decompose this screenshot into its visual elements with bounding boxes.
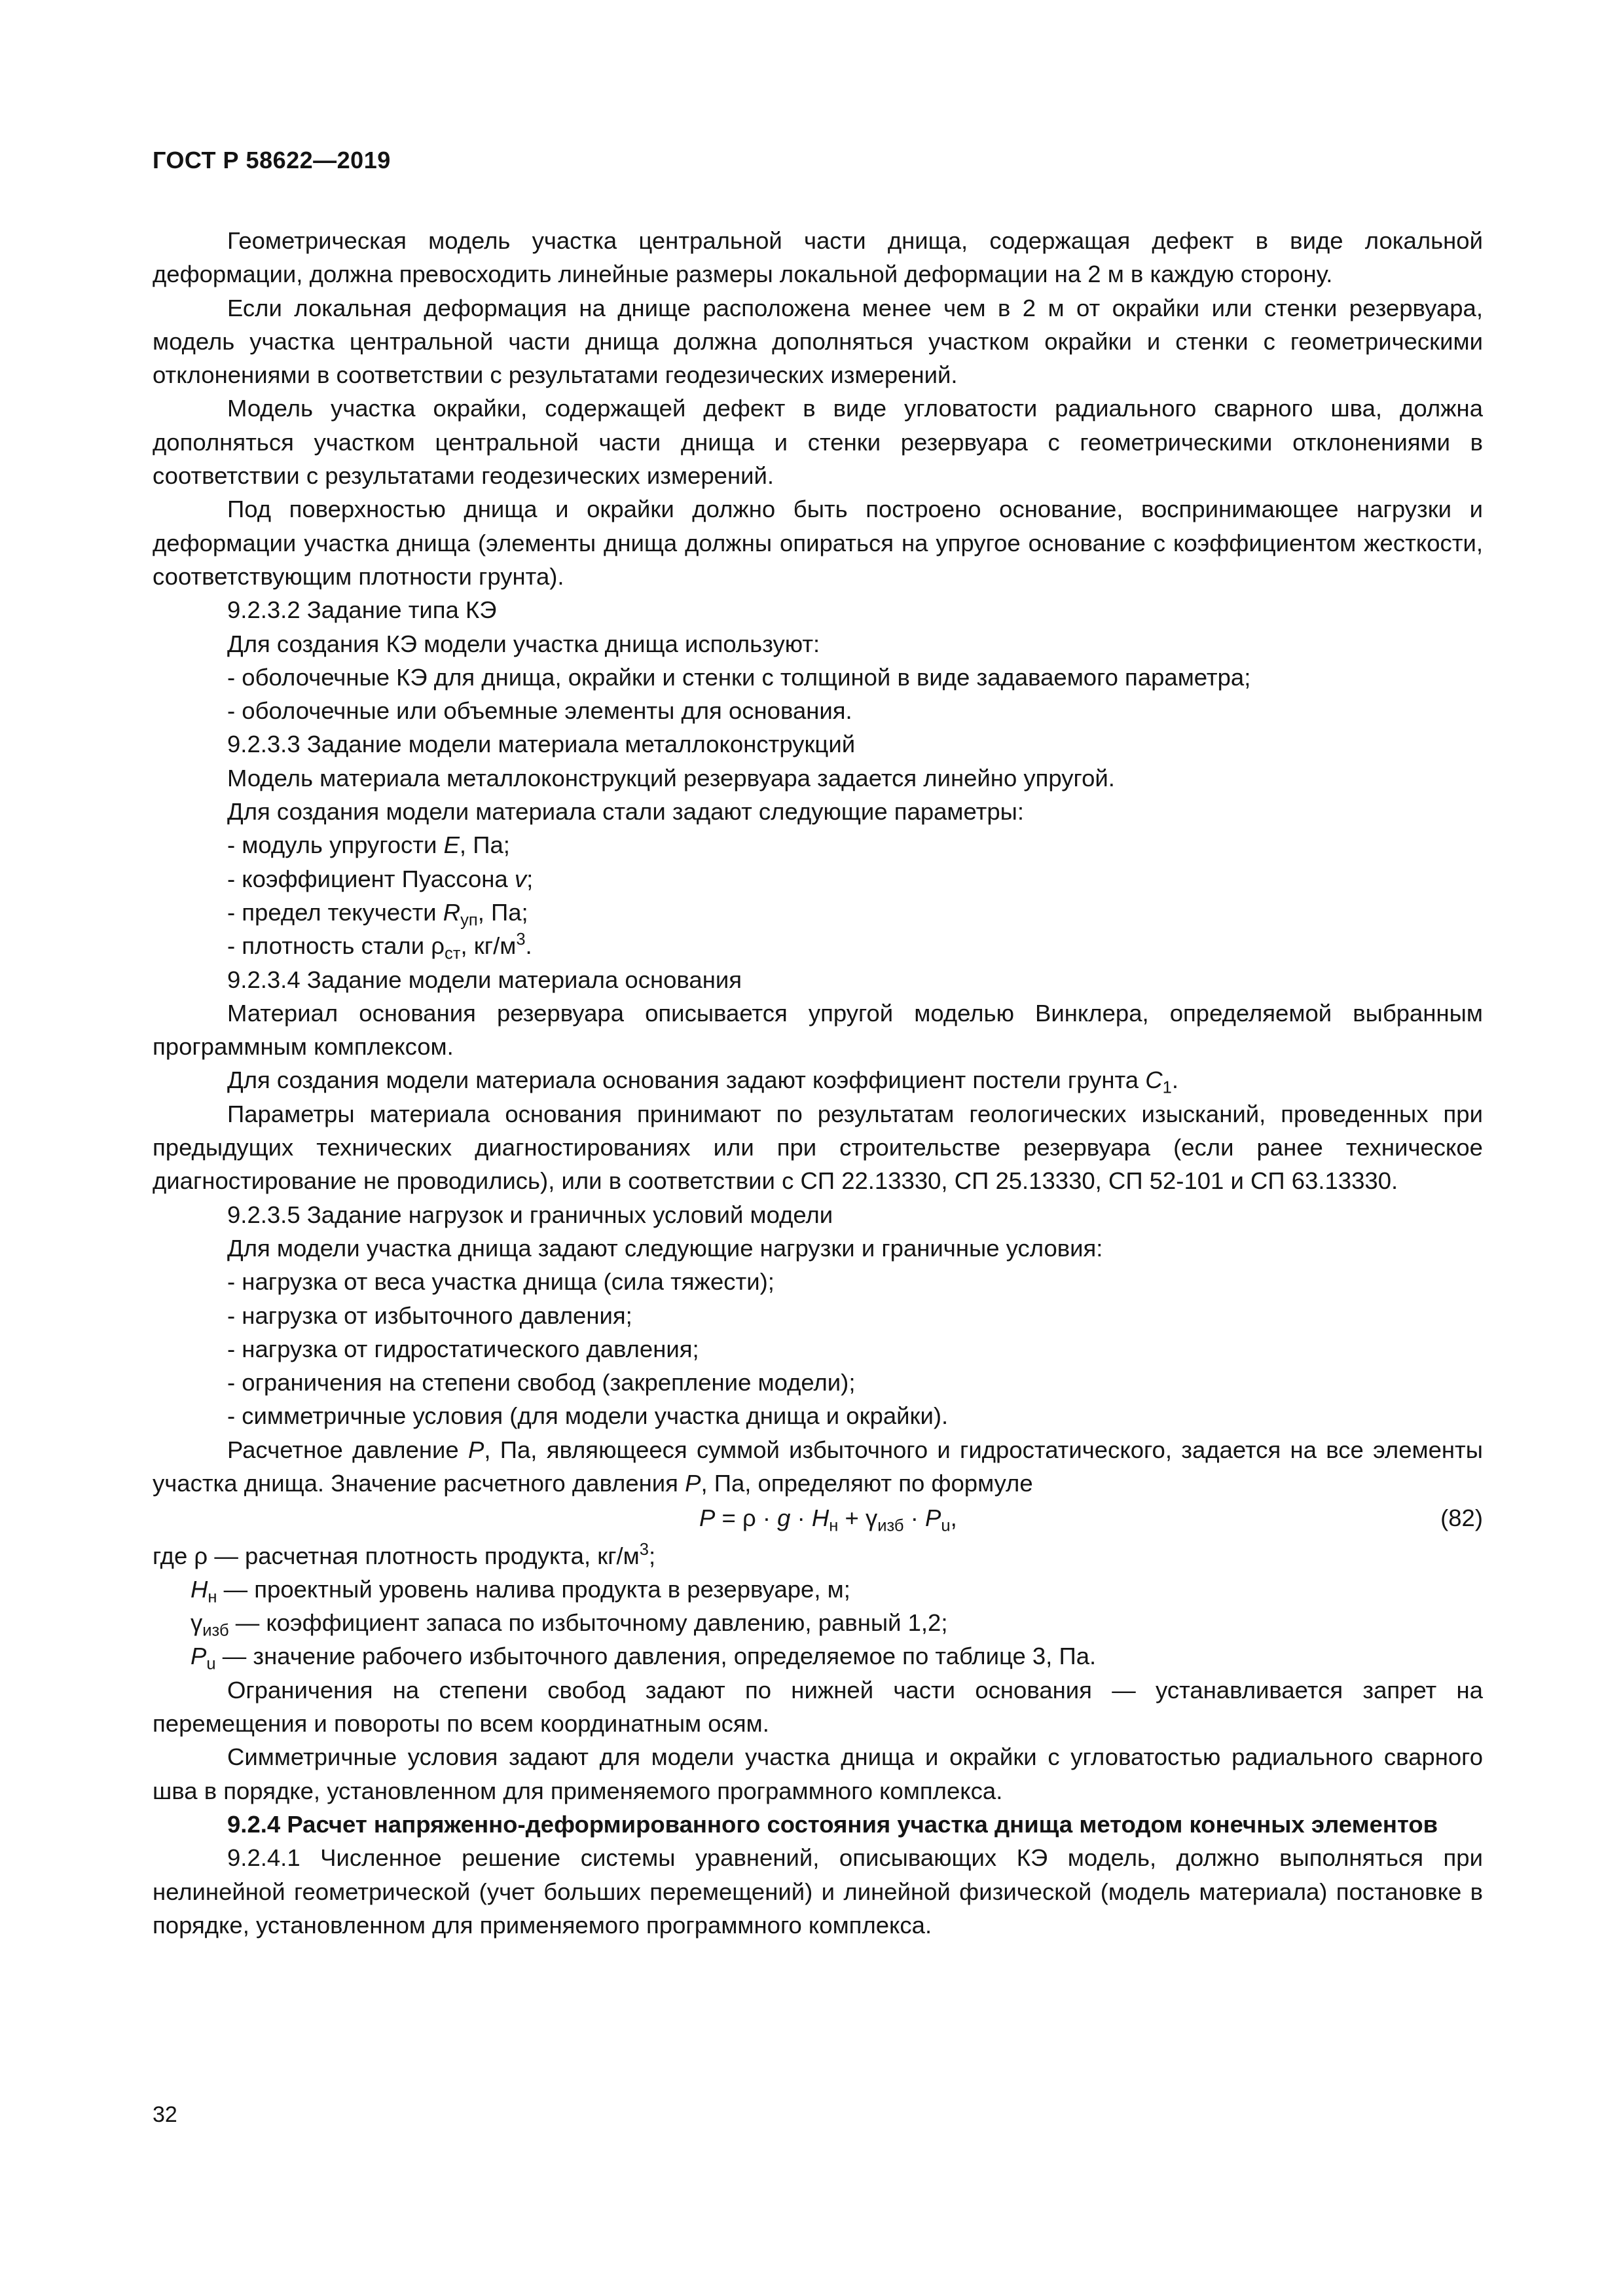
list-item bbox=[153, 929, 1483, 962]
section-heading-9-2-3-3: 9.2.3.3 Задание модели материала металлоконструкций bbox=[227, 731, 856, 758]
paragraph: Параметры материала основания принимают по результатам геологических изысканий, проведенных при предыдущих технических диагностированиях или при строительстве резервуара (если ранее техническое диагностирование не проводились), или в соответствии с СП 22.13330, СП 25.13330, СП 52-101 и СП 63.13330. bbox=[153, 1100, 1483, 1195]
section-heading-9-2-3-5: 9.2.3.5 Задание нагрузок и граничных условий модели bbox=[227, 1201, 833, 1228]
list-text: ; bbox=[526, 865, 534, 892]
subscript: изб bbox=[202, 1621, 229, 1640]
variable-p: P bbox=[467, 1436, 484, 1463]
subscript: 1 bbox=[1162, 1079, 1172, 1098]
variable-p: P bbox=[685, 1469, 701, 1497]
where-text: — коэффициент запаса по избыточному давлению, равный 1,2; bbox=[228, 1609, 948, 1637]
list-item bbox=[153, 828, 1483, 862]
where-text: ; bbox=[648, 1542, 656, 1569]
page-number: 32 bbox=[153, 2102, 177, 2127]
paragraph: Геометрическая модель участка центральной части днища, содержащая дефект в виде локальной деформации, должна превосходить линейные размеры локальной деформации на 2 м в каждую сторону. bbox=[153, 227, 1483, 288]
list-text: , кг/м bbox=[460, 932, 517, 960]
list-text: , Па; bbox=[477, 898, 528, 926]
variable-h: H bbox=[191, 1575, 208, 1603]
paragraph: Если локальная деформация на днище расположена менее чем в 2 м от окрайки или стенки резервуара, модель участка центральной части днища должна дополняться участком окрайки и стенки с геометрическими отклонениями в соответствии с результатами геодезических измерений. bbox=[153, 294, 1483, 389]
document-header: ГОСТ Р 58622—2019 bbox=[153, 147, 391, 173]
paragraph bbox=[153, 1433, 1483, 1501]
subscript: изб bbox=[877, 1516, 904, 1535]
subscript: уп bbox=[460, 911, 478, 930]
paragraph-text: . bbox=[1171, 1066, 1178, 1094]
document-body bbox=[153, 224, 1483, 1942]
formula-symbol: = ρ · bbox=[715, 1504, 778, 1532]
list-item: - симметричные условия (для модели участка днища и окрайки). bbox=[227, 1402, 949, 1430]
list-item: - ограничения на степени свобод (закрепление модели); bbox=[227, 1369, 856, 1396]
list-item: - нагрузка от веса участка днища (сила тяжести); bbox=[227, 1268, 775, 1296]
variable-gamma: γ bbox=[191, 1609, 203, 1637]
list-text: - предел текучести bbox=[227, 898, 443, 926]
formula-symbol: · bbox=[903, 1504, 926, 1532]
variable-p: P bbox=[191, 1643, 207, 1670]
paragraph: 9.2.4.1 Численное решение системы уравнений, описывающих КЭ модель, должно выполняться при нелинейной геометрической (учет больших перемещений) и линейной физической (модель материала) постановке в порядке, установленном для применяемого программного комплекса. bbox=[153, 1844, 1483, 1939]
subscript: ст bbox=[445, 944, 461, 963]
paragraph: Для модели участка днища задают следующие нагрузки и граничные условия: bbox=[227, 1234, 1103, 1262]
paragraph: Ограничения на степени свобод задают по нижней части основания — устанавливается запрет на перемещения и повороты по всем координатным осям. bbox=[153, 1676, 1483, 1738]
where-text: — проектный уровень налива продукта в резервуаре, м; bbox=[217, 1575, 850, 1603]
paragraph-text: , Па, являющееся суммой избыточного и гидростатического, задается на все элементы участка днища. Значение расчетного давления bbox=[153, 1436, 1483, 1497]
subscript: u bbox=[941, 1516, 951, 1535]
where-text: — значение рабочего избыточного давления, определяемое по таблице 3, Па. bbox=[215, 1643, 1097, 1670]
variable-v: v bbox=[514, 865, 527, 892]
list-text: - коэффициент Пуассона bbox=[227, 865, 515, 892]
list-text: - плотность стали ρ bbox=[227, 932, 445, 960]
list-text: . bbox=[525, 932, 532, 960]
paragraph: Для создания модели материала стали задают следующие параметры: bbox=[227, 798, 1024, 826]
paragraph: Симметричные условия задают для модели участка днища и окрайки с угловатостью радиального сварного шва в порядке, установленном для применяемого программного комплекса. bbox=[153, 1743, 1483, 1804]
paragraph: Модель участка окрайки, содержащей дефект в виде угловатости радиального сварного шва, должна дополняться участком центральной части днища и стенки резервуара с геометрическими отклонениями в соответствии с результатами геодезических измерений. bbox=[153, 395, 1483, 490]
formula-symbol: P bbox=[925, 1504, 941, 1532]
list-item: - оболочечные КЭ для днища, окрайки и стенки с толщиной в виде задаваемого параметра; bbox=[227, 663, 1251, 691]
formula-row bbox=[153, 1501, 1483, 1535]
where-clause bbox=[153, 1539, 1483, 1573]
paragraph: Материал основания резервуара описывается упругой моделью Винклера, определяемой выбранным программным комплексом. bbox=[153, 999, 1483, 1061]
subscript: н bbox=[208, 1588, 217, 1607]
paragraph: Для создания КЭ модели участка днища используют: bbox=[227, 630, 820, 657]
paragraph: Модель материала металлоконструкций резервуара задается линейно упругой. bbox=[227, 764, 1115, 792]
variable-e: E bbox=[443, 831, 460, 859]
section-heading-9-2-3-4: 9.2.3.4 Задание модели материала основания bbox=[227, 966, 742, 993]
list-item bbox=[153, 896, 1483, 929]
formula-82 bbox=[699, 1501, 957, 1535]
paragraph-text: Для создания модели материала основания задают коэффициент постели грунта bbox=[227, 1066, 1146, 1094]
paragraph: Под поверхностью днища и окрайки должно быть построено основание, воспринимающее нагрузки и деформации участка днища (элементы днища должны опираться на упругое основание с коэффициентом жесткости, соответствующим плотности грунта). bbox=[153, 496, 1483, 590]
formula-number: (82) bbox=[1440, 1504, 1483, 1532]
formula-symbol: g bbox=[777, 1504, 791, 1532]
superscript: 3 bbox=[639, 1540, 649, 1559]
section-heading-9-2-4: 9.2.4 Расчет напряженно-деформированного состояния участка днища методом конечных элементов bbox=[227, 1810, 1438, 1838]
paragraph-text: , Па, определяют по формуле bbox=[701, 1469, 1033, 1497]
paragraph-text: Расчетное давление bbox=[227, 1436, 468, 1463]
formula-symbol: , bbox=[950, 1504, 957, 1532]
list-item: - нагрузка от гидростатического давления; bbox=[227, 1335, 699, 1362]
list-item: - оболочечные или объемные элементы для основания. bbox=[227, 697, 852, 725]
formula-symbol: P bbox=[699, 1504, 716, 1532]
list-item: - нагрузка от избыточного давления; bbox=[227, 1302, 632, 1329]
list-text: - модуль упругости bbox=[227, 831, 444, 859]
paragraph bbox=[153, 1063, 1483, 1097]
subscript: н bbox=[829, 1516, 839, 1535]
subscript: u bbox=[206, 1655, 216, 1674]
superscript: 3 bbox=[516, 930, 526, 949]
section-heading-9-2-3-2: 9.2.3.2 Задание типа КЭ bbox=[227, 596, 497, 624]
list-text: , Па; bbox=[459, 831, 510, 859]
where-text: где ρ — расчетная плотность продукта, кг/м bbox=[153, 1542, 640, 1569]
formula-symbol: H bbox=[811, 1504, 830, 1532]
variable-c: C bbox=[1145, 1066, 1163, 1094]
where-item bbox=[153, 1639, 1483, 1673]
formula-symbol: · bbox=[790, 1504, 812, 1532]
variable-r: R bbox=[443, 898, 461, 926]
where-item bbox=[153, 1573, 1483, 1606]
where-item bbox=[153, 1606, 1483, 1639]
formula-symbol: + γ bbox=[838, 1504, 878, 1532]
list-item bbox=[153, 862, 1483, 896]
